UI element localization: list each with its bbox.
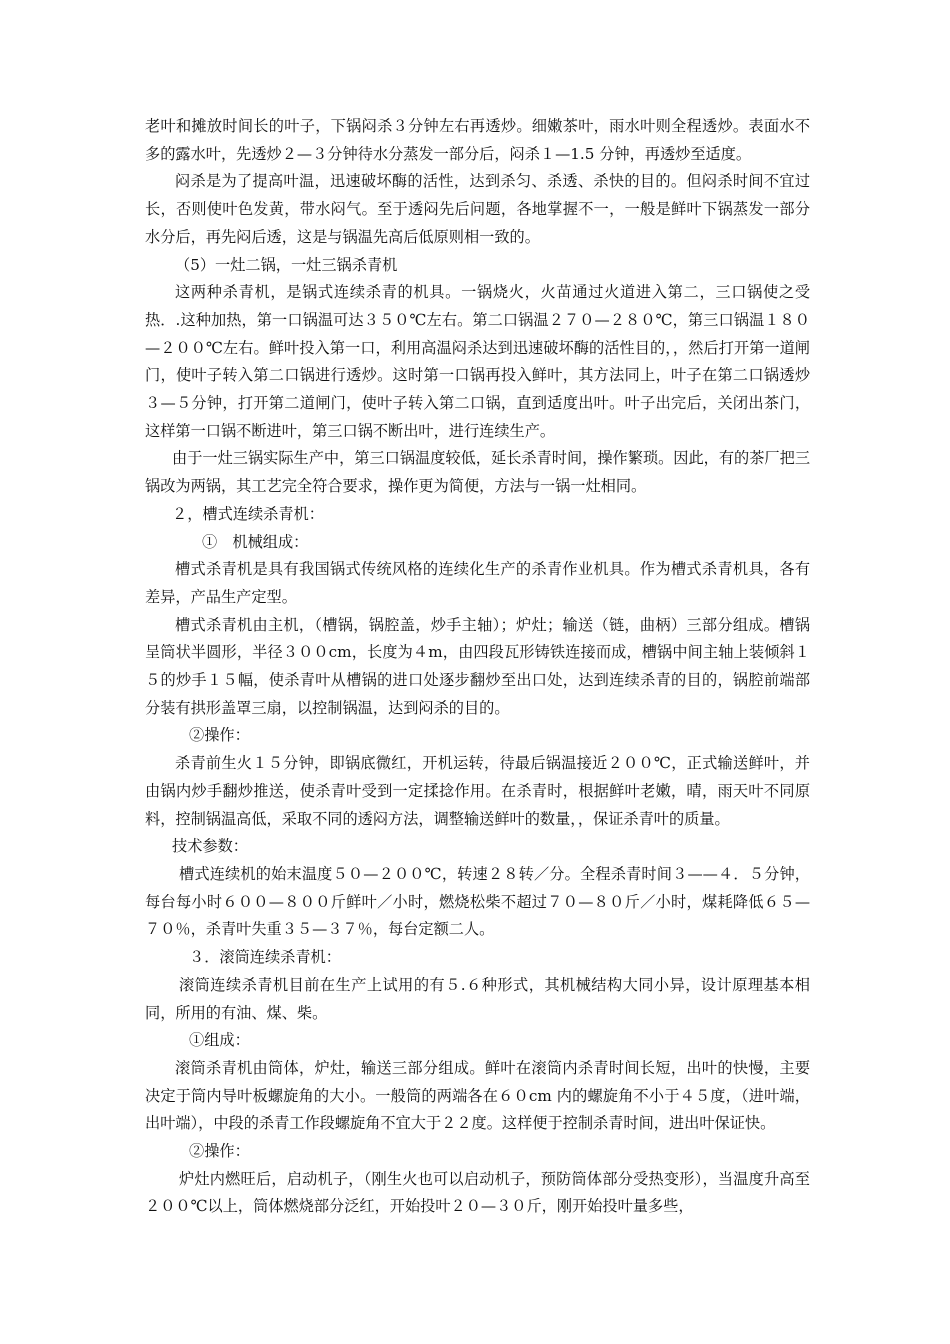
subheading-trough-operation: ②操作： <box>189 726 250 745</box>
document-body <box>145 113 810 1221</box>
paragraph-trough-intro: 槽式杀青机是具有我国锅式传统风格的连续化生产的杀青作业机具。作为槽式杀青机具，各有差异，产品生产定型。 <box>145 560 810 606</box>
section-heading-drum-machine: ３．滚筒连续杀青机： <box>189 948 341 967</box>
subheading-machine-composition: ① 机械组成： <box>202 532 309 551</box>
paragraph-drum-composition: 滚筒杀青机由筒体，炉灶，输送三部分组成。鲜叶在滚筒内杀青时间长短，出叶的快慢，主要决定于筒内导叶板螺旋角的大小。一般筒的两端各在６０cm 内的螺旋角不小于４５度，（进叶端，出叶端），中段的杀青工作段螺旋角不宜大于２２度。这样便于控制杀青时间，进出叶保证快。 <box>145 1058 810 1133</box>
subheading-technical-parameters: 技术参数： <box>172 837 248 856</box>
paragraph-drum-operation: 炉灶内燃旺后，启动机子，（刚生火也可以启动机子，预防筒体部分受热变形），当温度升高至２００℃以上，筒体燃烧部分泛红，开始投叶２０—３０斤，刚开始投叶量多些， <box>145 1169 810 1216</box>
subheading-drum-composition: ①组成： <box>189 1031 250 1050</box>
paragraph-trough-structure: 槽式杀青机由主机，（槽锅，锅腔盖，炒手主轴）；炉灶；输送（链，曲柄）三部分组成。槽锅呈筒状半圆形，半径３００cm，长度为４m，由四段瓦形铸铁连接而成，槽锅中间主轴上装倾斜１５的炒手１５幅，使杀青叶从槽锅的进口处逐步翻炒至出口处，达到连续杀青的目的，锅腔前端部分装有拱形盖罩三扇，以控制锅温，达到闷杀的目的。 <box>145 615 810 717</box>
section-heading-trough-machine: ２，槽式连续杀青机： <box>172 504 324 523</box>
paragraph-fixation-leaf-types: 老叶和摊放时间长的叶子，下锅闷杀３分钟左右再透炒。细嫩茶叶，雨水叶则全程透炒。表面水不多的露水叶，先透炒２—３分钟待水分蒸发一部分后，闷杀１—1.5 分钟，再透炒至适度。 <box>145 117 810 163</box>
subheading-drum-operation: ②操作： <box>189 1142 250 1161</box>
paragraph-three-pan-note: 由于一灶三锅实际生产中，第三口锅温度较低，延长杀青时间，操作繁琐。因此，有的茶厂把三锅改为两锅，其工艺完全符合要求，操作更为简便，方法与一锅一灶相同。 <box>145 449 810 496</box>
paragraph-trough-operation: 杀青前生火１５分钟，即锅底微红，开机运转，待最后锅温接近２００℃，正式输送鲜叶，并由锅内炒手翻炒推送，使杀青叶受到一定揉捻作用。在杀青时，根据鲜叶老嫩，晴，雨天叶不同原料，控制锅温高低，采取不同的透闷方法，调整输送鲜叶的数量，，保证杀青叶的质量。 <box>145 754 810 828</box>
paragraph-stuffy-fixation: 闷杀是为了提高叶温，迅速破坏酶的活性，达到杀匀、杀透、杀快的目的。但闷杀时间不宜过长，否则使叶色发黄，带水闷气。至于透闷先后问题，各地掌握不一，一般是鲜叶下锅蒸发一部分水分后，再先闷后透，这是与锅温先高后低原则相一致的。 <box>145 172 810 246</box>
paragraph-pan-machine-description: 这两种杀青机，是锅式连续杀青的机具。一锅烧火，火苗通过火道进入第二，三口锅使之受热．.这种加热，第一口锅温可达３５０℃左右。第二口锅温２７０—２８０℃，第三口锅温１８０—２００℃左右。鲜叶投入第一口，利用高温闷杀达到迅速破坏酶的活性目的，，然后打开第一道闸门，使叶子转入第二口锅进行透炒。这时第一口锅再投入鲜叶，其方法同上，叶子在第二口锅透炒３—５分钟，打开第二道闸门，使叶子转入第二口锅，直到适度出叶。叶子出完后，关闭出茶门，这样第一口锅不断进叶，第三口锅不断出叶，进行连续生产。 <box>145 283 810 440</box>
paragraph-technical-parameters: 槽式连续机的始末温度５０—２００℃，转速２８转／分。全程杀青时间３——４．５分钟，每台每小时６００—８００斤鲜叶／小时，燃烧松柴不超过７０—８０斤／小时，煤耗降低６５—７０％，杀青叶失重３５—３７％，每台定额二人。 <box>145 864 810 939</box>
section-heading-stove-pans: （5）一灶二锅，一灶三锅杀青机 <box>175 255 398 274</box>
paragraph-drum-intro: 滚筒连续杀青机目前在生产上试用的有５.６种形式，其机械结构大同小异，设计原理基本相同，所用的有油、煤、柴。 <box>145 975 810 1022</box>
